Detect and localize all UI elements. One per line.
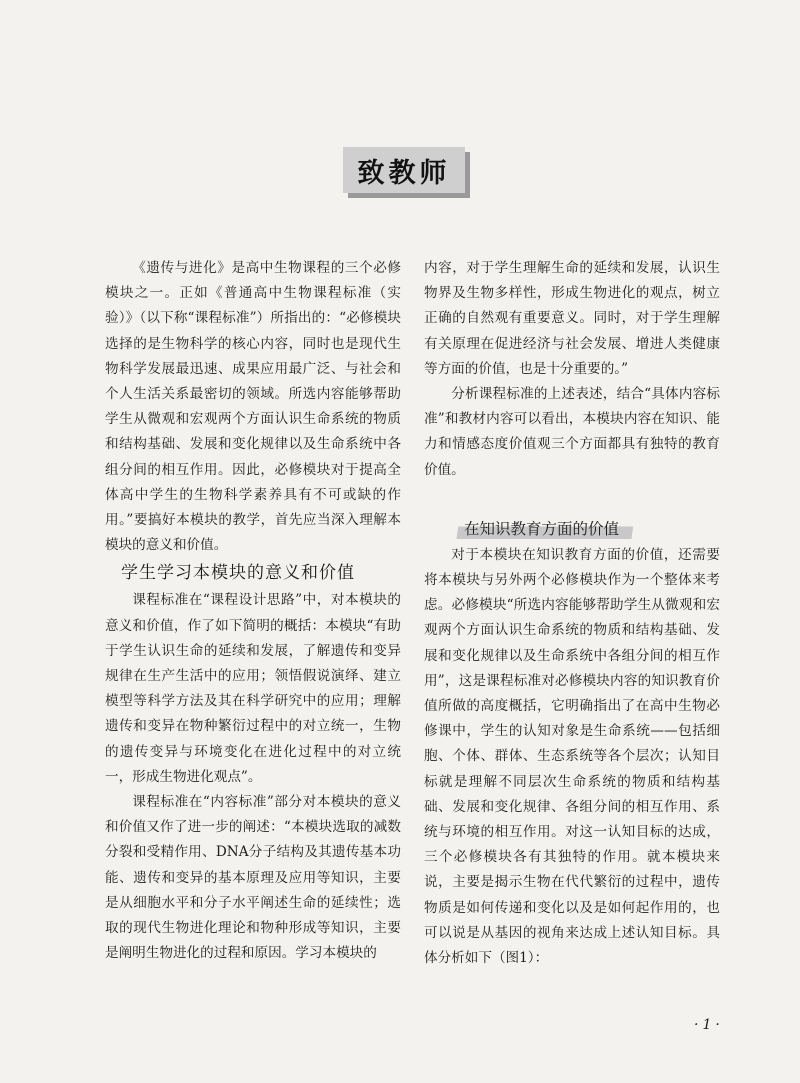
left-column <box>105 256 401 966</box>
page-title: 致教师 <box>357 157 451 189</box>
subsection-heading-knowledge <box>456 515 635 541</box>
right-column <box>424 256 720 971</box>
subsection-heading-wrap <box>424 515 720 541</box>
section-heading-significance: 学生学习本模块的意义和价值 <box>121 563 355 584</box>
paragraph-knowledge-value: 对于本模块在知识教育方面的价值，还需要将本模块与另外两个必修模块作为一个整体来考虑。必修模块“所选内容能够帮助学生从微观和宏观两个方面认识生命系统的物质和结构基础、发展和变化规律以及生命系统中各组分间的相互作用”，这是课程标准对必修模块内容的知识教育价值所做的高度概括，它明确指出了在高中生物必修课中，学生的认知对象是生命系统——包括细胞、个体、群体、生态系统等各个层次；认知目标就是理解不同层次生命系统的物质和结构基础、发展和变化规律、各组分间的相互作用、系统与环境的相互作用。对这一认知目标的达成，三个必修模块各有其独特的作用。就本模块来说，主要是揭示生物在代代繁衍的过程中，遗传物质是如何传递和变化以及是如何起作用的，也可以说是从基因的视角来达成上述认知目标。具体分析如下（图1）： <box>424 546 720 967</box>
page-number: ·1· <box>694 1017 724 1033</box>
paragraph-content-standard: 课程标准在“内容标准”部分对本模块的意义和价值又作了进一步的阐述：“本模块选取的减数分裂和受精作用、DNA分子结构及其遗传基本功能、遗传和变异的基本原理及应用等知识，主要是从细胞水平和分子水平阐述生命的延续性；选取的现代生物进化理论和物种形成等知识，主要是阐明生物进化的过程和原因。学习本模块的 <box>105 794 401 962</box>
paragraph-continuation: 内容，对于学生理解生命的延续和发展，认识生物界及生物多样性，形成生物进化的观点，树立正确的自然观有重要意义。同时，对于学生理解有关原理在促进经济与社会发展、增进人类健康等方面的价值，也是十分重要的。” <box>424 260 720 377</box>
subsection-heading-text: 在知识教育方面的价值 <box>464 519 620 538</box>
intro-paragraph: 《遗传与进化》是高中生物课程的三个必修模块之一。正如《普通高中生物课程标准（实验）》（以下称“课程标准”）所指出的：“必修模块选择的是生物科学的核心内容，同时也是现代生物科学发展最迅速、成果应用最广泛、与社会和个人生活关系最密切的领域。所选内容能够帮助学生从微观和宏观两个方面认识生命系统的物质和结构基础、发展和变化规律以及生命系统中各组分间的相互作用。因此，必修模块对于提高全体高中学生的生物科学素养具有不可或缺的作用。”要搞好本模块的教学，首先应当深入理解本模块的意义和价值。 <box>105 260 401 554</box>
title-banner <box>343 147 465 193</box>
paragraph-design-idea: 课程标准在“课程设计思路”中，对本模块的意义和价值，作了如下简明的概括：本模块“有助于学生认识生命的延续和发展，了解遗传和变异规律在生产生活中的应用；领悟假说演绎、建立模型等科学方法及其在科学研究中的应用；理解遗传和变异在物种繁衍过程中的对立统一，生物的遗传变异与环境变化在进化过程中的对立统一，形成生物进化观点”。 <box>105 592 401 785</box>
paragraph-analysis: 分析课程标准的上述表述，结合“具体内容标准”和教材内容可以看出，本模块内容在知识、能力和情感态度价值观三个方面都具有独特的教育价值。 <box>424 386 720 478</box>
